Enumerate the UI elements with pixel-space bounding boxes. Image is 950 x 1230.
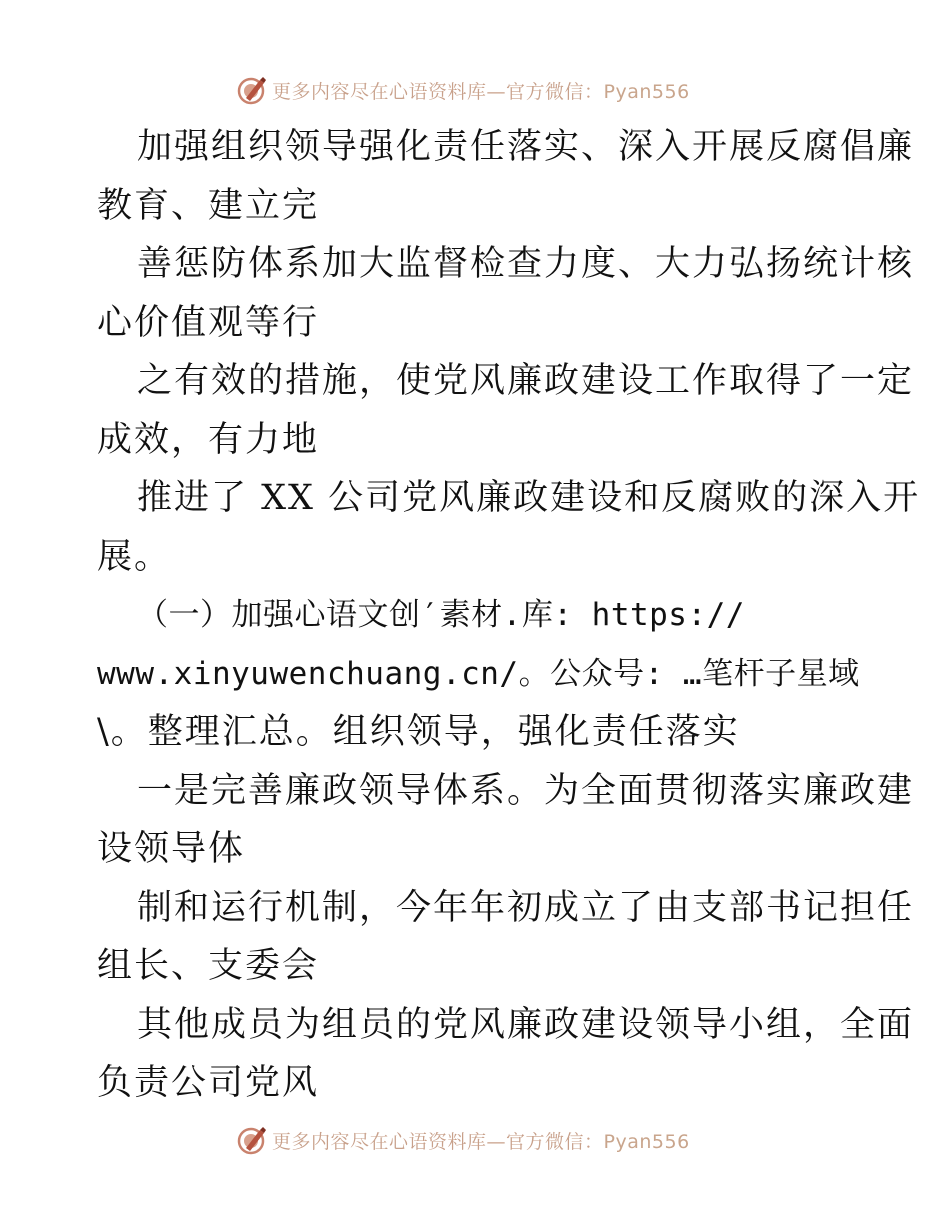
footer-site-text: 更多内容尽在心语资料库—官方微信： [272,1130,604,1153]
paragraph-line: 组长、支委会 [97,946,320,986]
footer-watermark-banner [236,1122,690,1158]
header-site-text: 更多内容尽在心语资料库—官方微信： [272,80,604,103]
paragraph-line: 加强组织领导强化责任落实、深入开展反腐倡廉 [137,127,915,167]
paragraph-line: 展。 [97,536,172,577]
paragraph-line: \。整理汇总。组织领导，强化责任落实 [97,712,740,752]
paragraph-line: 善惩防体系加大监督检查力度、大力弘扬统计核 [137,244,915,284]
paragraph-line: 制和运行机制，今年年初成立了由支部书记担任 [137,887,915,928]
url-line: www.xinyuwenchuang.cn/。公众号: …笔杆子星域 [97,655,860,692]
header-watermark-banner [236,72,690,108]
footer-wechat-id: Pyan556 [603,1130,690,1153]
header-wechat-id: Pyan556 [603,80,690,103]
section-heading-line: （一）加强心语文创′素材.库: https:// [137,597,745,633]
paragraph-line: 心价值观等行 [97,302,320,343]
paragraph-line: 之有效的措施，使党风廉政建设工作取得了一定 [137,361,915,401]
paragraph-line: 推进了 XX 公司党风廉政建设和反腐败的深入开 [137,478,921,518]
paragraph-line: 成效，有力地 [97,419,320,460]
paragraph-line: 其他成员为组员的党风廉政建设领导小组，全面 [137,1004,915,1045]
document-body [97,118,921,1113]
paragraph-line: 教育、建立完 [97,185,320,226]
paragraph-line: 一是完善廉政领导体系。为全面贯彻落实廉政建 [137,770,915,811]
footer-watermark-text [272,1127,690,1154]
paragraph-line: 设领导体 [97,829,246,869]
pen-logo-icon [236,74,268,106]
paragraph-line: 负责公司党风 [97,1063,320,1103]
header-watermark-text [272,77,690,104]
pen-logo-icon [236,1124,268,1156]
